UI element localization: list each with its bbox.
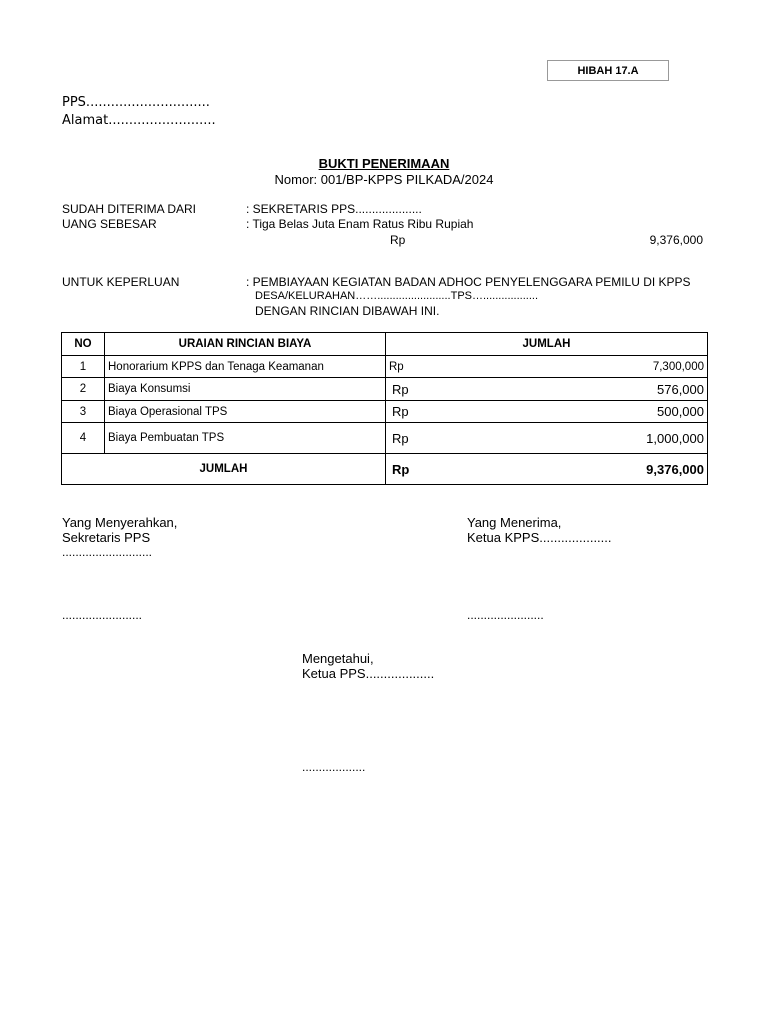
row-currency: Rp <box>392 404 409 419</box>
table-row <box>62 423 708 454</box>
row-description: Biaya Pembuatan TPS <box>105 423 386 454</box>
row-amount-cell <box>386 423 708 454</box>
total-label: JUMLAH <box>62 454 386 485</box>
receiver-title: Ketua KPPS.................... <box>467 530 612 545</box>
column-header-no: NO <box>62 333 105 356</box>
row-description: Biaya Konsumsi <box>105 378 386 401</box>
row-description: Honorarium KPPS dan Tenaga Keamanan <box>105 356 386 378</box>
row-currency: Rp <box>392 430 409 446</box>
column-header-description: URAIAN RINCIAN BIAYA <box>105 333 386 356</box>
column-header-amount: JUMLAH <box>386 333 708 356</box>
witness-signature-block <box>302 651 434 681</box>
total-amount: 9,376,000 <box>646 461 704 477</box>
giver-name-line: ........................ <box>62 608 143 622</box>
address-line: Alamat.......................... <box>62 113 216 128</box>
giver-signature-block <box>62 515 177 560</box>
document-title: BUKTI PENERIMAAN <box>318 156 450 171</box>
row-amount: 1,000,000 <box>646 430 704 446</box>
row-number: 2 <box>62 378 105 401</box>
purpose-line-3: DENGAN RINCIAN DIBAWAH INI. <box>255 304 440 318</box>
row-amount-cell <box>386 401 708 423</box>
witness-heading: Mengetahui, <box>302 651 374 666</box>
giver-heading: Yang Menyerahkan, <box>62 515 178 530</box>
row-amount: 576,000 <box>657 381 704 397</box>
witness-title: Ketua PPS................... <box>302 666 435 681</box>
witness-name-line: ................... <box>302 760 366 774</box>
row-description: Biaya Operasional TPS <box>105 401 386 423</box>
row-amount: 500,000 <box>657 404 704 419</box>
table-row <box>62 378 708 401</box>
row-currency: Rp <box>389 360 404 373</box>
row-amount: 7,300,000 <box>652 360 704 373</box>
table-total-row <box>62 454 708 485</box>
cost-breakdown-table <box>61 332 708 485</box>
total-currency: Rp <box>392 461 410 477</box>
row-amount-cell <box>386 356 708 378</box>
row-number: 1 <box>62 356 105 378</box>
pps-line: PPS.............................. <box>62 95 210 110</box>
amount-label: UANG SEBESAR <box>62 217 157 231</box>
row-number: 4 <box>62 423 105 454</box>
received-from-value: : SEKRETARIS PPS.................... <box>246 202 422 216</box>
received-from-label: SUDAH DITERIMA DARI <box>62 202 197 216</box>
amount-words: : Tiga Belas Juta Enam Ratus Ribu Rupiah <box>246 217 474 231</box>
giver-dots: ........................... <box>62 545 153 559</box>
table-row <box>62 401 708 423</box>
amount-currency: Rp <box>390 233 406 247</box>
giver-title: Sekretaris PPS <box>62 530 151 545</box>
row-currency: Rp <box>392 381 409 397</box>
table-row <box>62 356 708 378</box>
receiver-name-line: ....................... <box>467 608 544 622</box>
purpose-label: UNTUK KEPERLUAN <box>62 275 180 289</box>
total-amount-cell <box>386 454 708 485</box>
document-number: Nomor: 001/BP-KPPS PILKADA/2024 <box>274 172 494 187</box>
row-number: 3 <box>62 401 105 423</box>
amount-value: 9,376,000 <box>649 233 703 247</box>
table-header-row <box>62 333 708 356</box>
purpose-line-1: : PEMBIAYAAN KEGIATAN BADAN ADHOC PENYELENGGARA PEMILU DI KPPS <box>246 275 691 289</box>
purpose-line-2: DESA/KELURAHAN……........................TPS….................. <box>255 290 539 302</box>
form-code-box <box>547 60 669 81</box>
receiver-signature-block <box>467 515 612 545</box>
row-amount-cell <box>386 378 708 401</box>
receiver-heading: Yang Menerima, <box>467 515 562 530</box>
form-code: HIBAH 17.A <box>577 64 639 77</box>
